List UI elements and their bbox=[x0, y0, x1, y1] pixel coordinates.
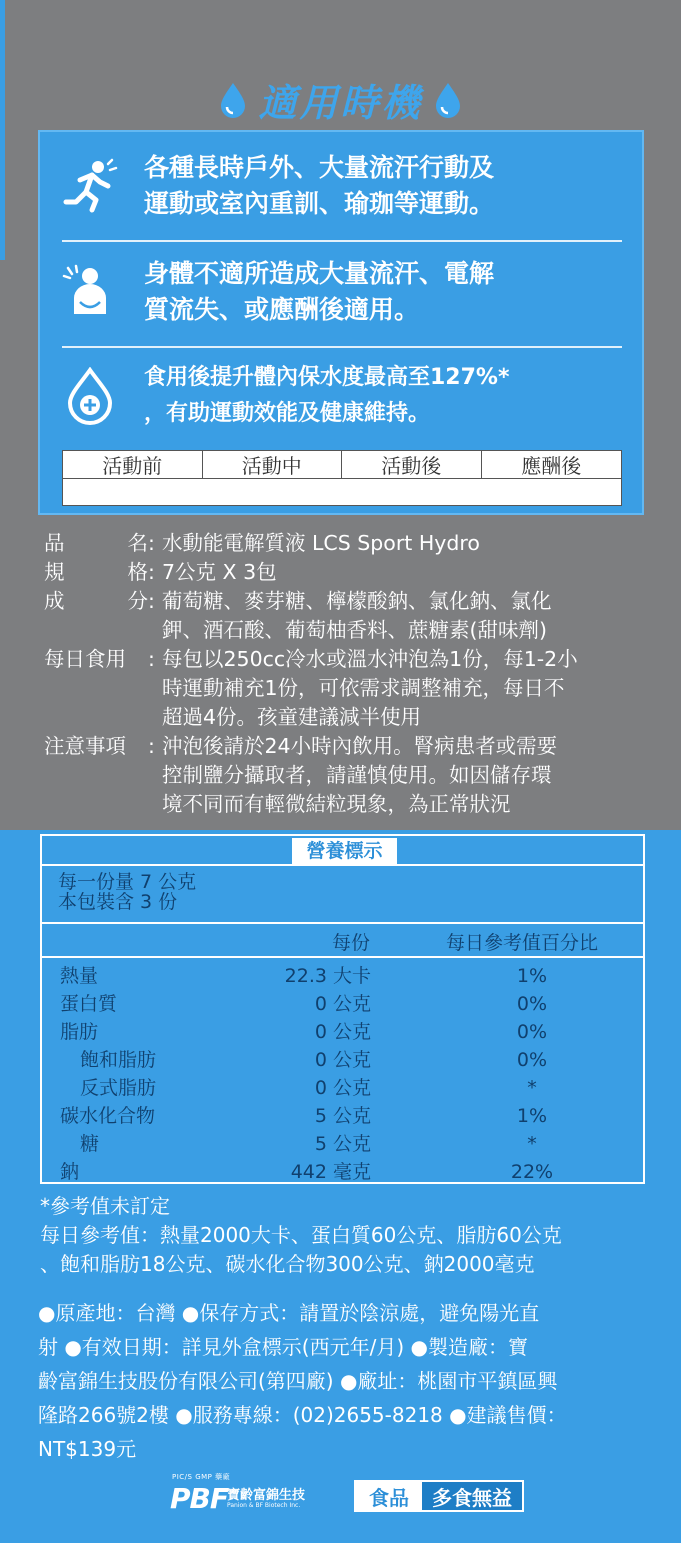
divider bbox=[62, 346, 622, 348]
nutrient-name: 碳水化合物 bbox=[60, 1105, 156, 1127]
timing-label: 活動中 bbox=[203, 451, 343, 479]
info-line: 齡富錦生技股份有限公司(第四廠) ●廠址：桃園市平鎮區興 bbox=[38, 1369, 558, 1393]
spec-row: 規 格 : 7公克 X 3包 bbox=[44, 558, 642, 587]
divider bbox=[42, 956, 643, 958]
water-drop-icon bbox=[218, 81, 248, 119]
food-tag bbox=[354, 1480, 524, 1512]
pbf-logo: PBF bbox=[170, 1482, 228, 1515]
spec-label: 每日食用 bbox=[44, 647, 126, 671]
usage-panel bbox=[38, 130, 644, 515]
nutrient-daily-value: 1% bbox=[516, 965, 548, 987]
divider bbox=[42, 922, 643, 924]
timing-table bbox=[62, 450, 622, 506]
spec-value: 7公克 X 3包 bbox=[162, 560, 277, 584]
nutrient-daily-value: 1% bbox=[516, 1105, 548, 1127]
servings-per-package: 本包裝含 3 份 bbox=[58, 891, 178, 913]
nutrient-daily-value: 0% bbox=[516, 1021, 548, 1043]
usage-text-line: 身體不適所造成大量流汗、電解 bbox=[144, 259, 495, 288]
usage-item bbox=[62, 360, 622, 432]
nutrient-name: 熱量 bbox=[60, 965, 99, 987]
info-line: 隆路266號2樓 ●服務專線：(02)2655-8218 ●建議售價： bbox=[38, 1403, 567, 1427]
spec-value: 葡萄糖、麥芽糖、檸檬酸鈉、氯化鈉、氯化 bbox=[162, 589, 552, 613]
info-line: NT$139元 bbox=[38, 1437, 137, 1461]
nutrition-table bbox=[40, 834, 645, 1184]
runner-icon bbox=[62, 158, 118, 214]
nutrition-row bbox=[42, 1046, 643, 1074]
spec-value: 境不同而有輕微結粒現象，為正常狀況 bbox=[162, 792, 511, 816]
nutrition-title: 營養標示 bbox=[292, 838, 397, 864]
nutrient-name: 糖 bbox=[80, 1133, 100, 1155]
nutrition-section bbox=[0, 830, 681, 1543]
food-tag-label: 食品 bbox=[356, 1482, 422, 1510]
column-header-per-serving: 每份 bbox=[332, 932, 371, 954]
nutrient-name: 反式脂肪 bbox=[80, 1077, 157, 1099]
spec-list bbox=[44, 529, 642, 819]
spec-value: 水動能電解質液 LCS Sport Hydro bbox=[162, 531, 480, 555]
nutrition-row bbox=[42, 962, 643, 990]
spec-value: 控制鹽分攝取者，請謹慎使用。如因儲存環 bbox=[162, 763, 552, 787]
column-header-daily-value: 每日參考值百分比 bbox=[446, 932, 599, 954]
nutrient-per-serving: 0 公克 bbox=[314, 1049, 371, 1071]
timing-label: 活動前 bbox=[63, 451, 203, 479]
info-line: ●原產地：台灣 ●保存方式：請置於陰涼處，避免陽光直 bbox=[38, 1301, 540, 1325]
edge-strip bbox=[0, 0, 5, 260]
water-drop-icon bbox=[433, 81, 463, 119]
spec-value: 每包以250cc冷水或溫水沖泡為1份，每1-2小 bbox=[162, 647, 578, 671]
spec-value: 沖泡後請於24小時內飲用。腎病患者或需要 bbox=[162, 734, 558, 758]
spec-row: 每日食用 : 每包以250cc冷水或溫水沖泡為1份，每1-2小 時運動補充1份，可依需求調整補充，每日不 超過4份。孩童建議減半使用 bbox=[44, 645, 642, 732]
product-info bbox=[38, 1296, 648, 1466]
footnote: *參考值未訂定 bbox=[40, 1194, 170, 1218]
nutrient-daily-value: 0% bbox=[516, 1049, 548, 1071]
nutrient-daily-value: * bbox=[527, 1077, 537, 1099]
info-line: 射 ●有效日期：詳見外盒標示(西元年/月) ●製造廠：寶 bbox=[38, 1335, 528, 1359]
footer bbox=[0, 1472, 681, 1522]
gmp-cert: PIC/S GMP 藥廠 bbox=[172, 1473, 231, 1481]
nutrient-per-serving: 5 公克 bbox=[314, 1105, 371, 1127]
serving-size: 每一份量 7 公克 bbox=[58, 871, 197, 893]
food-tag-warning: 多食無益 bbox=[422, 1482, 522, 1510]
nutrient-per-serving: 0 公克 bbox=[314, 1077, 371, 1099]
nutrient-name: 鈉 bbox=[60, 1161, 80, 1183]
usage-text-line: 食用後提升體內保水度最高至127%* bbox=[144, 365, 510, 390]
reference-line: 、飽和脂肪18公克、碳水化合物300公克、鈉2000毫克 bbox=[40, 1252, 535, 1276]
spec-label: 成 分 bbox=[44, 589, 148, 613]
spec-label: 規 格 bbox=[44, 560, 148, 584]
nutrient-per-serving: 442 毫克 bbox=[290, 1161, 371, 1183]
usage-text-line: ，有助運動效能及健康維持。 bbox=[144, 401, 431, 426]
usage-item bbox=[62, 150, 622, 222]
nutrient-per-serving: 5 公克 bbox=[314, 1133, 371, 1155]
spec-row: 注意事項 : 沖泡後請於24小時內飲用。腎病患者或需要 控制鹽分攝取者，請謹慎使用。如因儲存環 境不同而有輕微結粒現象，為正常狀況 bbox=[44, 732, 642, 819]
nutrient-per-serving: 22.3 大卡 bbox=[284, 965, 371, 987]
spec-value: 超過4份。孩童建議減半使用 bbox=[162, 705, 422, 729]
nutrition-row bbox=[42, 1074, 643, 1102]
nutrient-per-serving: 0 公克 bbox=[314, 1021, 371, 1043]
nutrition-row bbox=[42, 1102, 643, 1130]
company-name-cn: 寶齡富錦生技 bbox=[227, 1488, 306, 1503]
nutrient-daily-value: * bbox=[527, 1133, 537, 1155]
company-name-en: Panion & BF Biotech Inc. bbox=[227, 1502, 301, 1509]
spec-value: 鉀、酒石酸、葡萄柚香料、蔗糖素(甜味劑) bbox=[162, 618, 547, 642]
usage-title: 適用時機 bbox=[258, 81, 423, 125]
timing-label: 應酬後 bbox=[482, 451, 622, 479]
nutrition-row bbox=[42, 1158, 643, 1186]
spec-label: 品 名 bbox=[44, 531, 148, 555]
nutrition-row bbox=[42, 990, 643, 1018]
reference-line: 每日參考值：熱量2000大卡、蛋白質60公克、脂肪60公克 bbox=[40, 1223, 562, 1247]
nutrition-row bbox=[42, 1018, 643, 1046]
spec-row: 品 名 : 水動能電解質液 LCS Sport Hydro bbox=[44, 529, 642, 558]
sweating-person-icon bbox=[62, 264, 118, 320]
footnotes bbox=[40, 1192, 562, 1279]
nutrient-per-serving: 0 公克 bbox=[314, 993, 371, 1015]
spec-value: 時運動補充1份，可依需求調整補充，每日不 bbox=[162, 676, 565, 700]
usage-text-line: 各種長時戶外、大量流汗行動及 bbox=[144, 153, 495, 182]
nutrient-name: 脂肪 bbox=[60, 1021, 99, 1043]
spec-label: 注意事項 bbox=[44, 734, 126, 758]
nutrient-daily-value: 0% bbox=[516, 993, 548, 1015]
nutrition-row bbox=[42, 1130, 643, 1158]
spec-row: 成 分 : 葡萄糖、麥芽糖、檸檬酸鈉、氯化鈉、氯化 鉀、酒石酸、葡萄柚香料、蔗糖素(甜味劑) bbox=[44, 587, 642, 645]
usage-text-line: 質流失、或應酬後適用。 bbox=[144, 295, 420, 324]
divider bbox=[42, 864, 643, 866]
divider bbox=[62, 240, 622, 242]
water-drop-plus-icon bbox=[62, 367, 118, 425]
usage-title-row bbox=[0, 72, 681, 127]
usage-item bbox=[62, 256, 622, 328]
nutrient-name: 蛋白質 bbox=[60, 993, 118, 1015]
timing-label: 活動後 bbox=[342, 451, 482, 479]
usage-text-line: 運動或室內重訓、瑜珈等運動。 bbox=[144, 189, 495, 218]
nutrient-daily-value: 22% bbox=[510, 1161, 554, 1183]
nutrient-name: 飽和脂肪 bbox=[80, 1049, 157, 1071]
